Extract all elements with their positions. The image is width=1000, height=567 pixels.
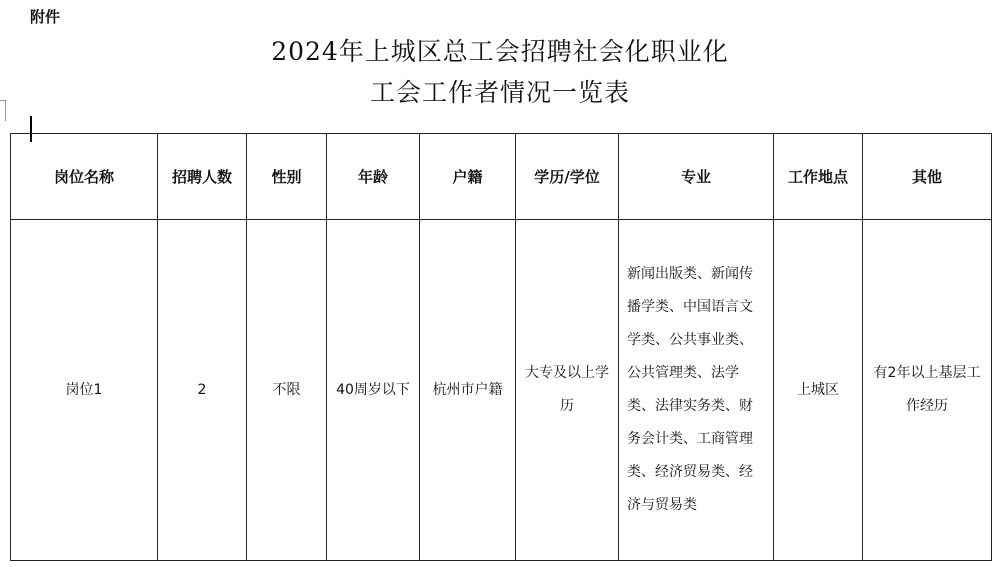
header-post-name: 岗位名称: [11, 134, 158, 220]
document-title-line-1: 2024年上城区总工会招聘社会化职业化: [271, 37, 729, 66]
header-other: 其他: [863, 134, 992, 220]
recruitment-table: [10, 133, 992, 561]
header-major: 专业: [619, 134, 774, 220]
header-hukou: 户籍: [420, 134, 516, 220]
cell-age: 40周岁以下: [327, 220, 420, 561]
table-header-row: [11, 134, 992, 220]
cell-education: 大专及以上学历: [516, 220, 619, 561]
header-education: 学历/学位: [516, 134, 619, 220]
document-title-line-2: 工会工作者情况一览表: [369, 78, 630, 107]
cell-major: 新闻出版类、新闻传播学类、中国语言文学类、公共事业类、公共管理类、法学类、法律实务类、财务会计类、工商管理类、经济贸易类、经济与贸易类: [619, 220, 774, 561]
header-gender: 性别: [247, 134, 327, 220]
cell-recruit-count: 2: [158, 220, 247, 561]
cell-post-name: 岗位1: [11, 220, 158, 561]
header-age: 年龄: [327, 134, 420, 220]
cell-work-location: 上城区: [774, 220, 863, 561]
attachment-label: 附件: [30, 8, 61, 26]
cell-hukou: 杭州市户籍: [420, 220, 516, 561]
table-row: [11, 220, 992, 561]
header-recruit-count: 招聘人数: [158, 134, 247, 220]
cell-other: 有2年以上基层工作经历: [863, 220, 992, 561]
header-work-location: 工作地点: [774, 134, 863, 220]
margin-marker: [0, 100, 6, 121]
cell-gender: 不限: [247, 220, 327, 561]
